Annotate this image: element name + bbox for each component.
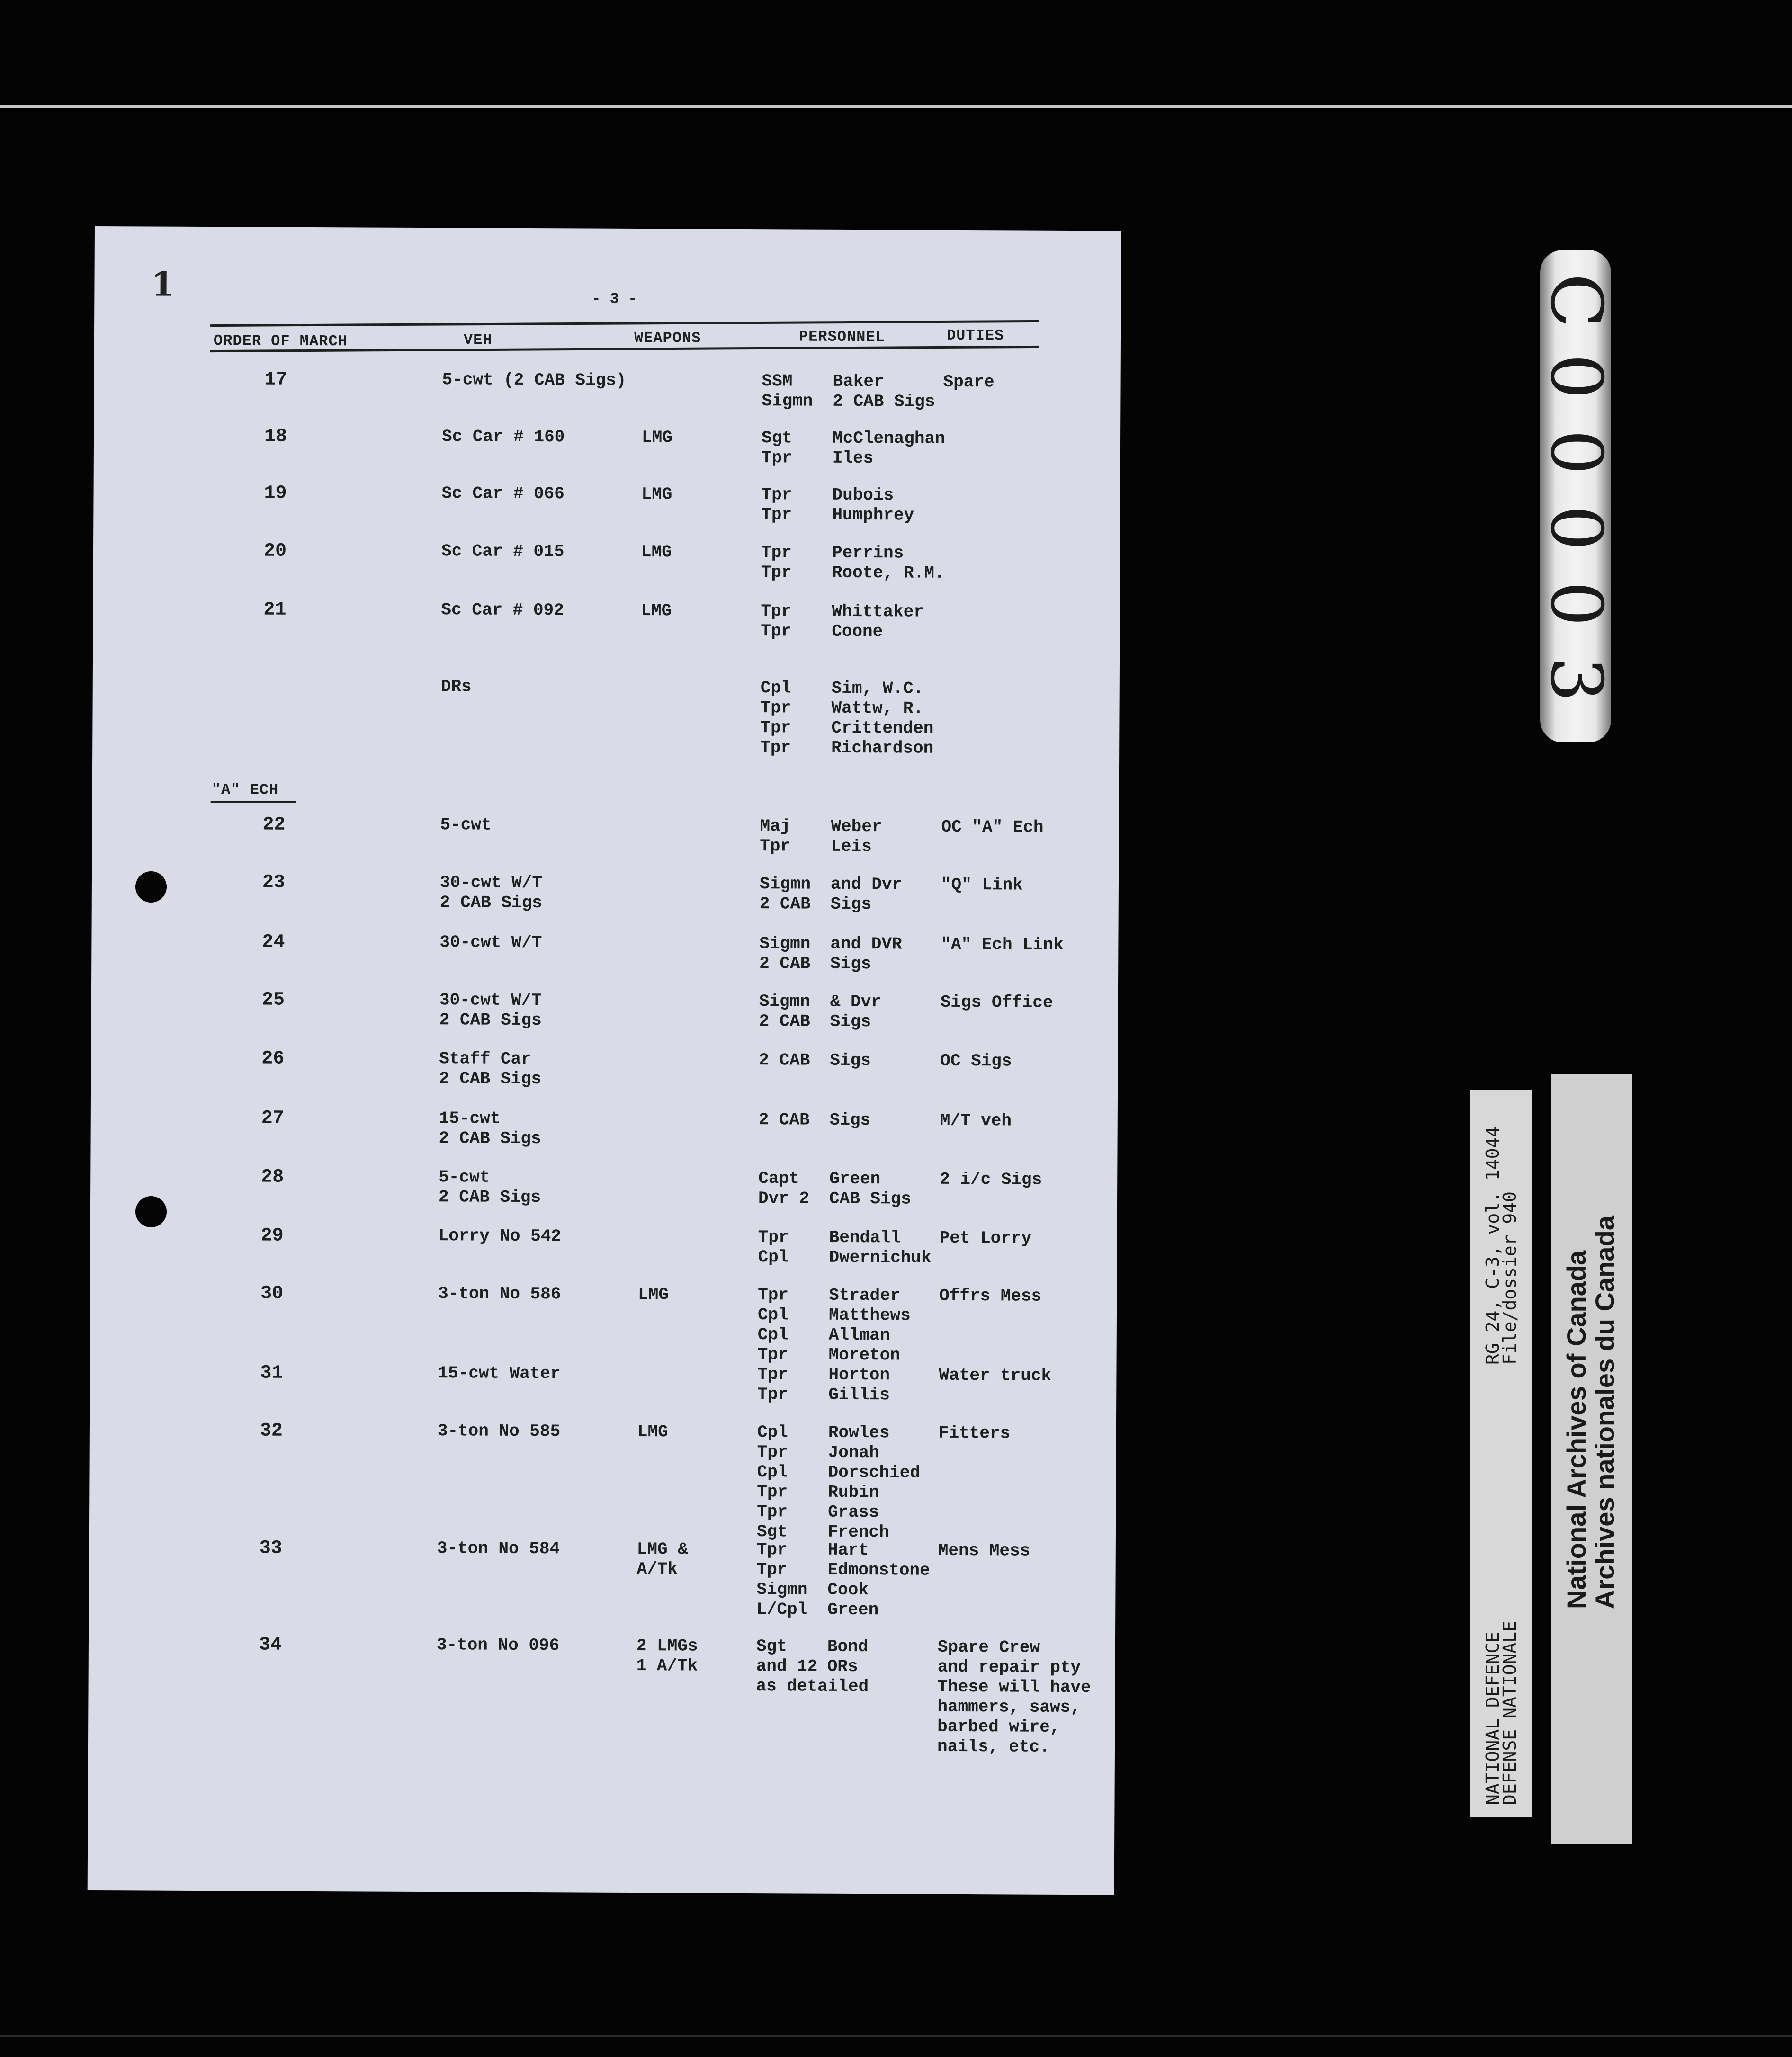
row-duties: Offrs Mess — [939, 1286, 1042, 1306]
row-duties: Pet Lorry — [939, 1228, 1032, 1248]
row-vehicle: DRs — [440, 677, 472, 697]
row-rank: Sigmn 2 CAB — [759, 934, 811, 974]
row-duties: "A" Ech Link — [941, 934, 1064, 955]
row-personnel: & Dvr Sigs — [830, 992, 881, 1032]
row-personnel: Bendall Dwernichuk — [829, 1227, 932, 1268]
row-number: 26 — [261, 1048, 285, 1070]
row-weapons: LMG — [641, 542, 672, 562]
row-duties: Spare — [943, 372, 995, 392]
row-vehicle: 3-ton No 584 — [437, 1538, 560, 1559]
row-personnel: Horton Gillis — [828, 1365, 890, 1405]
row-number: 17 — [264, 369, 287, 391]
row-number: 28 — [261, 1166, 284, 1188]
row-weapons: LMG — [641, 428, 672, 447]
row-vehicle: Sc Car # 066 — [441, 483, 564, 504]
row-number: 24 — [262, 931, 285, 953]
row-rank: Tpr Tpr — [761, 601, 792, 641]
header-duties: DUTIES — [946, 326, 1004, 345]
document-page — [88, 226, 1121, 1895]
row-vehicle: 15-cwt 2 CAB Sigs — [439, 1109, 541, 1149]
row-duties: "Q" Link — [941, 875, 1023, 895]
row-rank: SSM Sigmn — [762, 371, 813, 411]
row-vehicle: 3-ton No 586 — [438, 1284, 561, 1304]
row-rank: Cpl Tpr Cpl Tpr Tpr Sgt — [756, 1422, 788, 1542]
row-vehicle: Sc Car # 092 — [441, 600, 564, 620]
row-rank: Maj Tpr — [760, 816, 791, 856]
row-number: 22 — [262, 814, 286, 836]
row-personnel: Dubois Humphrey — [832, 485, 914, 525]
row-vehicle: 3-ton No 585 — [437, 1421, 561, 1441]
microfilm-top-border — [0, 105, 1792, 108]
row-duties: OC Sigs — [940, 1051, 1012, 1071]
row-number: 29 — [260, 1225, 284, 1247]
row-rank: Sigmn 2 CAB — [759, 992, 810, 1031]
section-a-ech-heading: "A" ECH — [211, 781, 279, 799]
reel-digit: 0 — [1535, 505, 1617, 551]
row-number: 32 — [260, 1420, 283, 1442]
row-weapons: LMG — [641, 601, 672, 621]
row-personnel: Baker 2 CAB Sigs — [833, 371, 935, 411]
stamp-defence-line1: NATIONAL DEFENCE — [1482, 1631, 1503, 1805]
row-weapons: LMG — [637, 1422, 668, 1442]
row-number: 20 — [263, 540, 287, 562]
row-number: 33 — [259, 1538, 282, 1559]
row-rank: Tpr Tpr — [761, 543, 792, 582]
reel-digit: 0 — [1535, 581, 1617, 626]
reel-digit: 0 — [1535, 354, 1617, 399]
row-personnel: and Dvr Sigs — [830, 874, 903, 914]
archives-stamp — [1551, 1074, 1632, 1844]
punch-hole-lower — [135, 1196, 167, 1227]
row-rank: Tpr Tpr — [757, 1365, 788, 1404]
row-duties: 2 i/c Sigs — [940, 1169, 1042, 1189]
header-weapons: WEAPONS — [634, 329, 701, 347]
row-rank: 2 CAB — [759, 1050, 810, 1070]
row-duties: Spare Crew and repair pty These will have hammers, saws, barbed wire, nails, etc. — [937, 1637, 1091, 1757]
row-vehicle: 5-cwt 2 CAB Sigs — [438, 1167, 541, 1207]
row-vehicle: Lorry No 542 — [438, 1226, 562, 1246]
row-vehicle: Staff Car 2 CAB Sigs — [439, 1049, 542, 1089]
row-number: 31 — [260, 1362, 283, 1384]
row-personnel: and DVR Sigs — [830, 934, 902, 974]
row-duties: M/T veh — [940, 1110, 1012, 1131]
row-personnel: Hart Edmonstone Cook Green — [827, 1540, 930, 1620]
row-rank: Sgt and 12 as detailed — [756, 1637, 869, 1697]
row-vehicle: 5-cwt (2 CAB Sigs) — [442, 370, 627, 390]
row-personnel: Green CAB Sigs — [829, 1169, 911, 1209]
row-personnel: Sim, W.C. Wattw, R. Crittenden Richardson — [831, 678, 934, 758]
stamp-defence-ref2: File/dossier 940 — [1499, 1191, 1520, 1365]
row-personnel: Weber Leis — [831, 816, 882, 857]
row-rank: 2 CAB — [758, 1110, 810, 1130]
header-rule-top — [210, 320, 1039, 327]
row-rank: Sgt Tpr — [761, 428, 792, 468]
row-number: 25 — [261, 989, 285, 1011]
row-duties: Mens Mess — [938, 1540, 1030, 1561]
row-vehicle: 5-cwt — [440, 815, 492, 835]
row-rank: Tpr Tpr Sigmn L/Cpl — [756, 1540, 808, 1619]
section-a-ech-underline — [211, 801, 296, 803]
stamp-archives-line2: Archives nationales du Canada — [1590, 1216, 1620, 1609]
header-order-of-march: ORDER OF MARCH — [213, 332, 348, 350]
stamp-defence-line2: DEFENSE NATIONALE — [1499, 1621, 1520, 1805]
row-rank: Tpr Cpl — [758, 1227, 789, 1267]
row-personnel: Sigs — [830, 1050, 871, 1071]
row-vehicle: 15-cwt Water — [438, 1363, 561, 1384]
row-personnel: McClenaghan Iles — [832, 428, 945, 468]
row-vehicle: 3-ton No 096 — [436, 1635, 560, 1655]
row-number: 19 — [264, 483, 287, 504]
row-personnel: Strader Matthews Allman Moreton — [828, 1285, 911, 1365]
row-personnel: Perrins Roote, R.M. — [832, 543, 945, 583]
row-number: 30 — [260, 1283, 284, 1305]
row-number: 21 — [263, 599, 287, 621]
row-vehicle: 30-cwt W/T 2 CAB Sigs — [439, 990, 542, 1030]
row-duties: Fitters — [938, 1423, 1011, 1443]
row-number: 23 — [262, 872, 286, 894]
defence-stamp — [1470, 1090, 1532, 1817]
row-rank: Cpl Tpr Tpr Tpr — [760, 678, 791, 758]
row-duties: Water truck — [939, 1365, 1052, 1386]
row-rank: Tpr Cpl Cpl Tpr — [757, 1285, 789, 1365]
row-weapons: LMG — [638, 1285, 669, 1305]
row-rank: Sigmn 2 CAB — [759, 874, 811, 914]
stamp-defence-ref1: RG 24, C-3, vol. 14044 — [1482, 1126, 1503, 1365]
corner-mark: 1 — [151, 264, 175, 304]
row-personnel: Whittaker Coone — [832, 601, 924, 642]
row-vehicle: Sc Car # 160 — [441, 427, 565, 447]
reel-digit: 3 — [1535, 657, 1617, 702]
row-number: 27 — [261, 1108, 284, 1129]
header-veh: VEH — [463, 331, 493, 349]
row-number: 18 — [264, 426, 287, 447]
row-vehicle: 30-cwt W/T — [439, 932, 542, 953]
row-duties: OC "A" Ech — [941, 817, 1044, 837]
row-rank: Tpr Tpr — [761, 485, 792, 525]
row-weapons: 2 LMGs 1 A/Tk — [636, 1636, 698, 1676]
row-vehicle: Sc Car # 015 — [441, 541, 564, 562]
row-duties: Sigs Office — [940, 992, 1053, 1012]
row-weapons: LMG & A/Tk — [636, 1539, 688, 1579]
row-personnel: Rowles Jonah Dorschied Rubin Grass French — [827, 1422, 921, 1542]
row-weapons: LMG — [641, 484, 672, 504]
row-personnel: Sigs — [829, 1110, 871, 1130]
microfilm-bottom-border — [0, 2035, 1792, 2037]
row-number: 34 — [259, 1634, 282, 1656]
punch-hole-upper — [135, 871, 167, 903]
reel-digit: C — [1535, 273, 1617, 328]
row-personnel: Bond ORs — [827, 1637, 869, 1677]
header-personnel: PERSONNEL — [798, 328, 885, 346]
page-number: - 3 - — [591, 290, 637, 308]
reel-digit: 0 — [1535, 429, 1617, 475]
stamp-archives-line1: National Archives of Canada — [1561, 1250, 1591, 1609]
row-rank: Capt Dvr 2 — [758, 1169, 810, 1208]
row-vehicle: 30-cwt W/T 2 CAB Sigs — [439, 873, 543, 913]
